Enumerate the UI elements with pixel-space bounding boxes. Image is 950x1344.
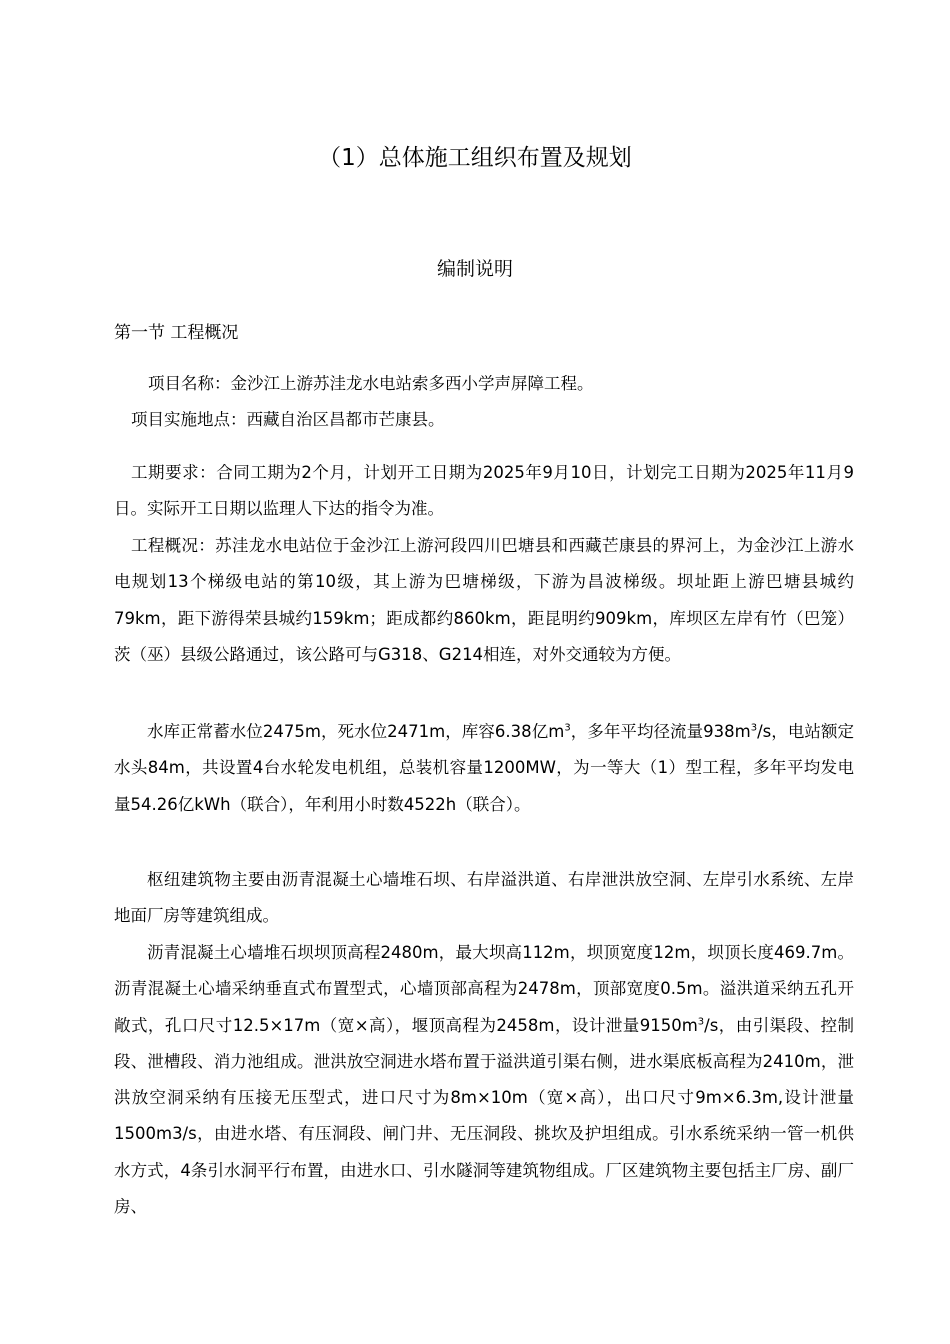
- project-name-line: 项目名称：金沙江上游苏洼龙水电站索多西小学声屏障工程。: [148, 374, 594, 393]
- dam-text-1: 沥青混凝土心墙堆石坝坝顶高程2480m，最大坝高112m，坝顶宽度12m，坝顶长度469.7m。沥青混凝土心墙采纳垂直式布置型式，心墙顶部高程为2478m，顶部宽度0.5m。溢洪道采纳五孔开敞式，孔口尺寸12.5×17m（宽×高），堰顶高程为2458m，设计泄量9150m: [114, 943, 854, 1035]
- document-title: （1）总体施工组织布置及规划: [318, 145, 632, 171]
- structures-paragraph: 枢纽建筑物主要由沥青混凝土心墙堆石坝、右岸溢洪道、右岸泄洪放空洞、左岸引水系统、左岸地面厂房等建筑组成。: [114, 870, 854, 926]
- document-subtitle: 编制说明: [436, 258, 513, 280]
- project-location-line: 项目实施地点：西藏自治区昌都市芒康县。: [131, 410, 445, 429]
- reservoir-text-1: 水库正常蓄水位2475m，死水位2471m，库容6.38亿m: [147, 722, 565, 741]
- reservoir-text-3: /s，电站额定水头84m，共设置4台水轮发电机组，总装机容量1200MW，为一等大（1）型工程，多年平均发电量54.26亿kWh（联合），年利用小时数4522h（联合）。: [114, 722, 854, 814]
- dam-text-2: /s，由引渠段、控制段、泄槽段、消力池组成。泄洪放空洞进水塔布置于溢洪道引渠右侧，进水渠底板高程为2410m，泄洪放空洞采纳有压接无压型式，进口尺寸为8m×10m（宽×高），出口尺寸9m×6.3m,设计泄量1500m3/s，由进水塔、有压洞段、闸门井、无压洞段、挑坎及护坦组成。引水系统采纳一管一机供水方式，4条引水洞平行布置，由进水口、引水隧洞等建筑物组成。厂区建筑物主要包括主厂房、副厂房、: [114, 1015, 854, 1217]
- reservoir-text-2: ，多年平均径流量938m: [570, 722, 751, 741]
- schedule-paragraph: 工期要求：合同工期为2个月，计划开工日期为2025年9月10日，计划完工日期为2025年11月9日。实际开工日期以监理人下达的指令为准。: [114, 463, 854, 519]
- section-heading: 第一节 工程概况: [114, 323, 239, 343]
- superscript-3: 3: [697, 1016, 705, 1028]
- superscript-3: 3: [564, 722, 571, 734]
- superscript-3: 3: [750, 722, 758, 734]
- dam-paragraph: [114, 935, 854, 1225]
- reservoir-paragraph: [114, 714, 854, 823]
- overview-paragraph: 工程概况：苏洼龙水电站位于金沙江上游河段四川巴塘县和西藏芒康县的界河上，为金沙江上游水电规划13个梯级电站的第10级，其上游为巴塘梯级，下游为昌波梯级。坝址距上游巴塘县城约79km，距下游得荣县城约159km；距成都约860km，距昆明约909km，库坝区左岸有竹（巴笼）茨（巫）县级公路通过，该公路可与G318、G214相连，对外交通较为方便。: [114, 536, 854, 664]
